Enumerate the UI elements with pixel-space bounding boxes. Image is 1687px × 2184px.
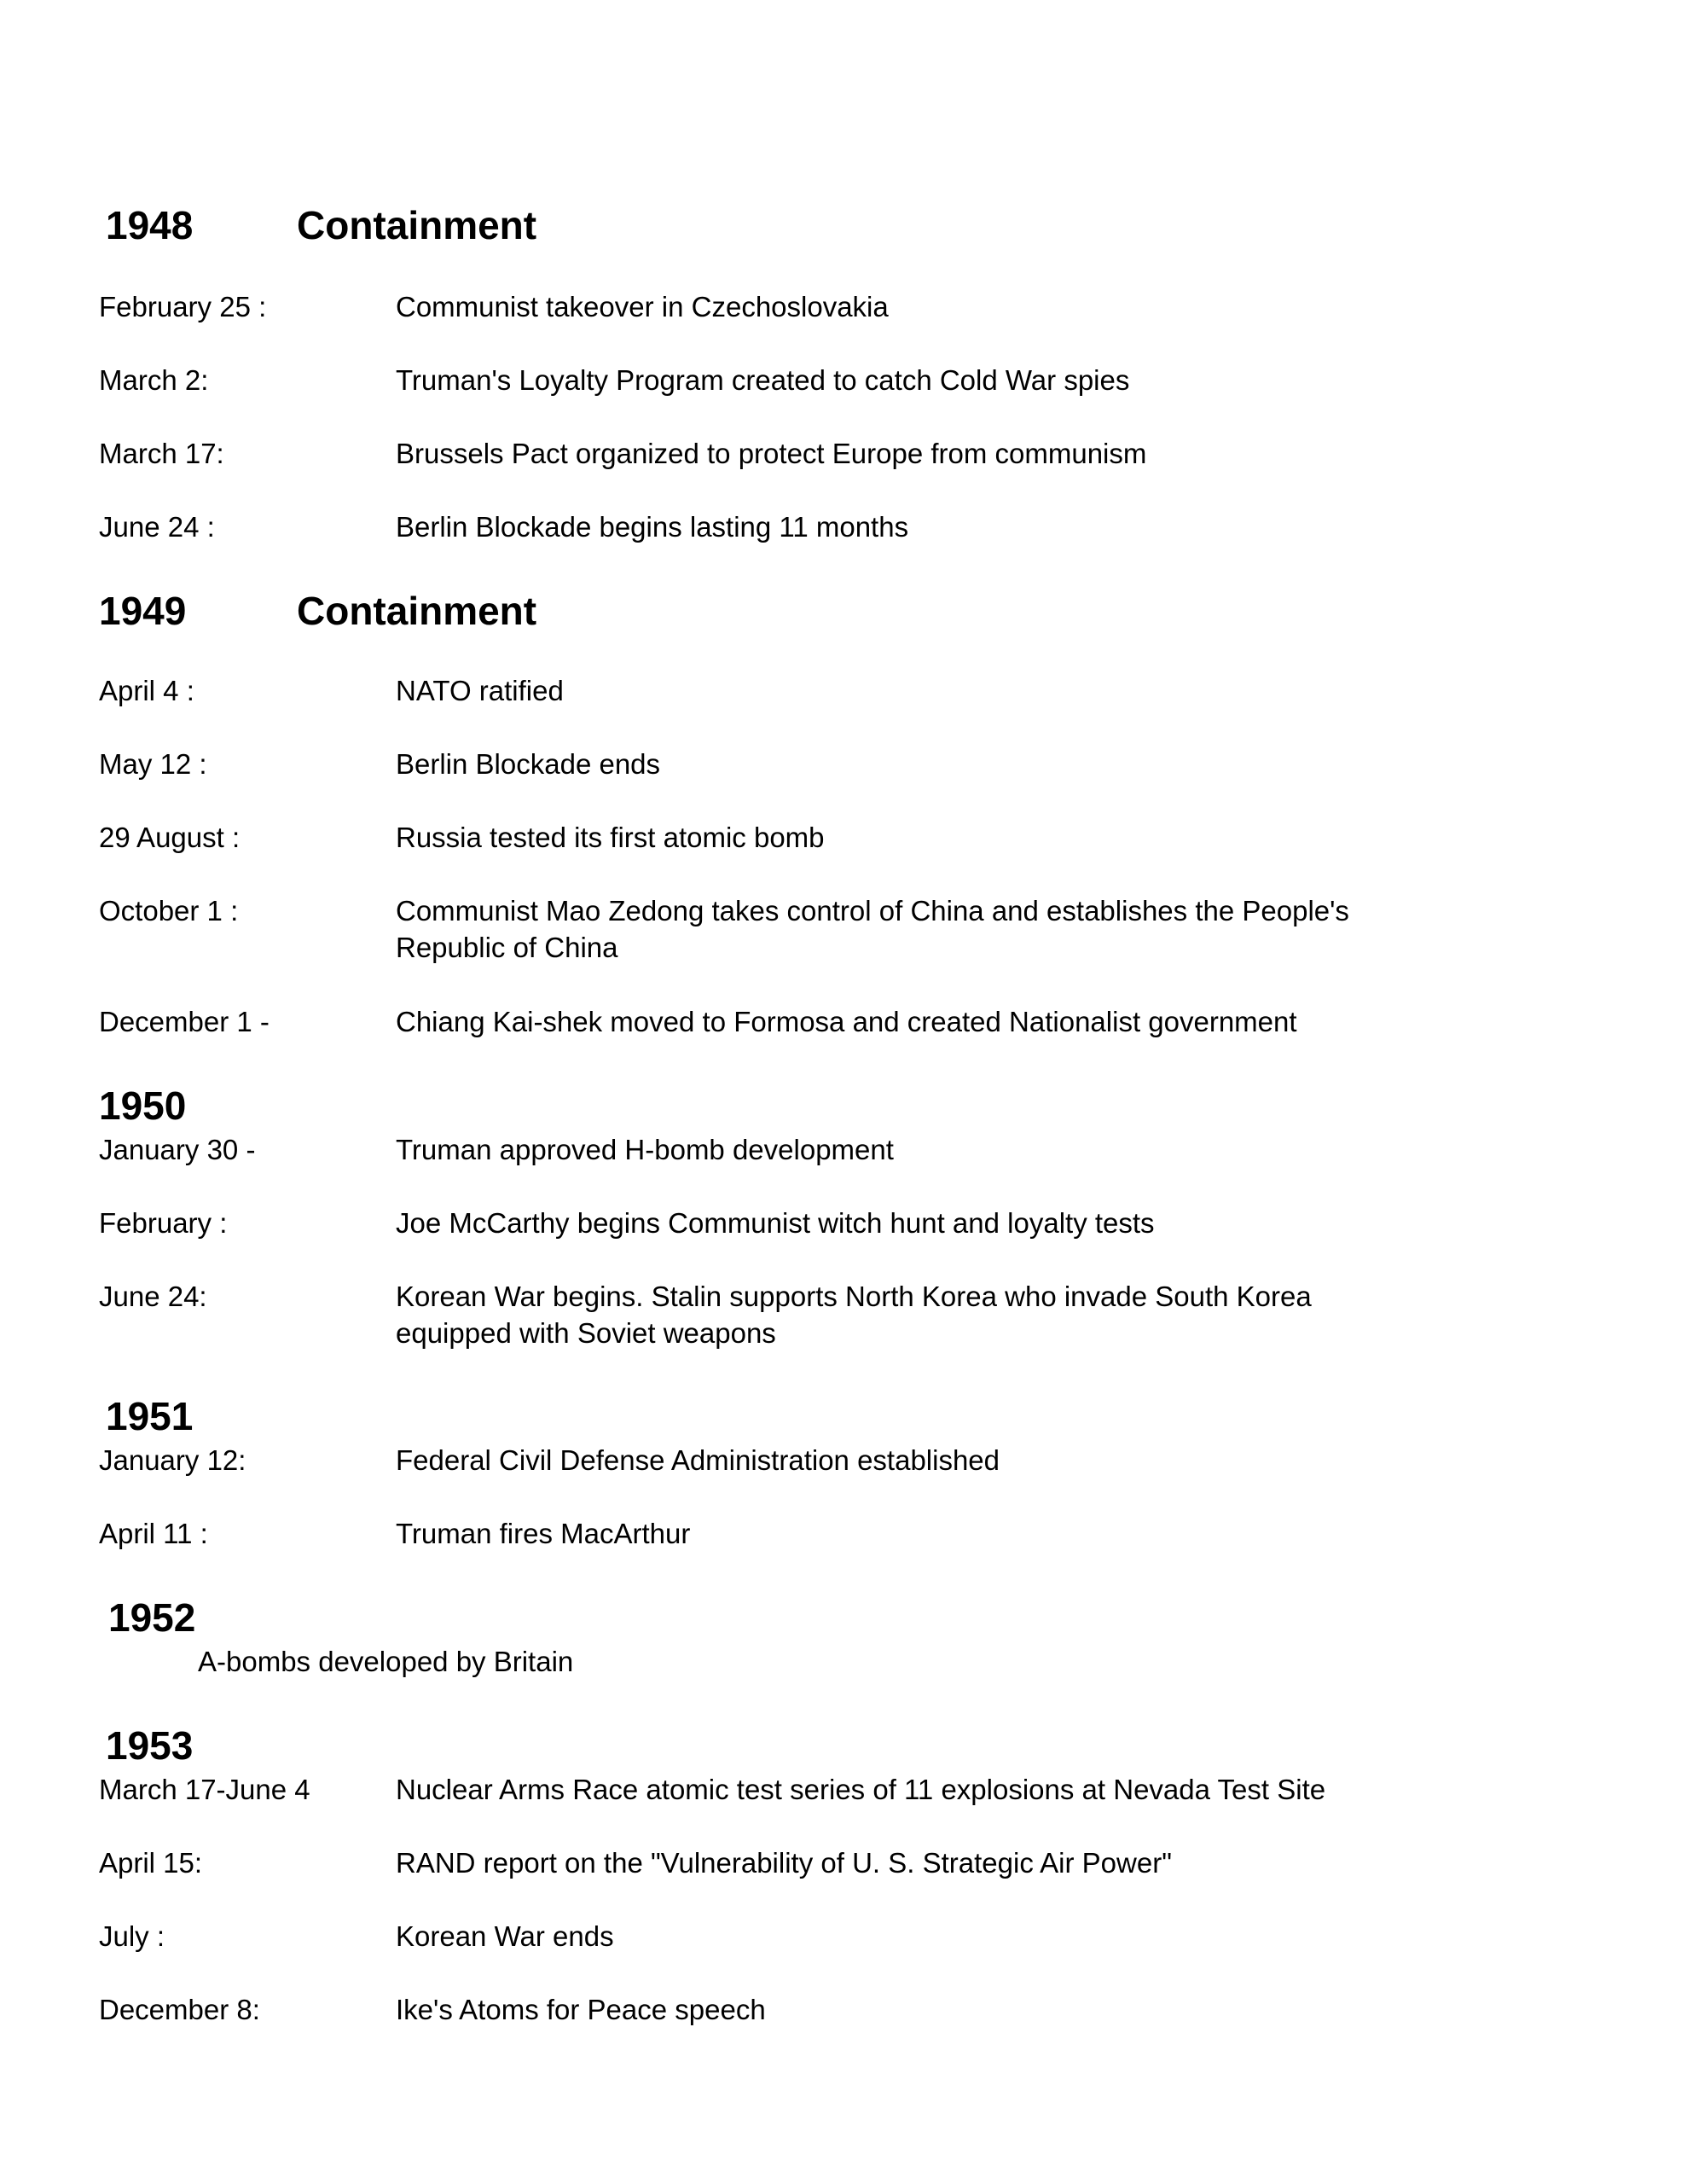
year-heading-1952: 1952 bbox=[108, 1595, 196, 1640]
event-date: April 11 : bbox=[99, 1518, 208, 1549]
event-description: RAND report on the "Vulnerability of U. S. Strategic Air Power" bbox=[396, 1847, 1172, 1879]
event-description: Communist Mao Zedong takes control of China and establishes the People's bbox=[396, 895, 1349, 926]
event-date: June 24: bbox=[99, 1281, 207, 1312]
year-heading-1953: 1953 bbox=[106, 1723, 194, 1768]
event-description: Truman approved H-bomb development bbox=[396, 1134, 894, 1165]
event-date: May 12 : bbox=[99, 748, 207, 780]
event-description-continued: Republic of China bbox=[396, 932, 618, 963]
year-heading-1948: 1948 bbox=[106, 203, 194, 247]
event-date: December 1 - bbox=[99, 1006, 270, 1037]
event-description: Communist takeover in Czechoslovakia bbox=[396, 291, 889, 322]
event-date: March 2: bbox=[99, 364, 209, 396]
event-date: February 25 : bbox=[99, 291, 267, 322]
event-description: Truman's Loyalty Program created to catch Cold War spies bbox=[396, 364, 1130, 396]
event-description: Berlin Blockade begins lasting 11 months bbox=[396, 511, 909, 543]
event-description: Korean War ends bbox=[396, 1920, 614, 1952]
event-description: Berlin Blockade ends bbox=[396, 748, 661, 780]
event-date: January 30 - bbox=[99, 1134, 256, 1165]
event-description: Brussels Pact organized to protect Europe from communism bbox=[396, 438, 1147, 469]
event-date: June 24 : bbox=[99, 511, 215, 543]
event-date: October 1 : bbox=[99, 895, 239, 926]
event-description: Truman fires MacArthur bbox=[396, 1518, 691, 1549]
event-date: March 17-June 4 bbox=[99, 1774, 310, 1805]
section-title-1948: Containment bbox=[297, 203, 537, 247]
event-date: July : bbox=[99, 1920, 165, 1952]
event-description-continued: equipped with Soviet weapons bbox=[396, 1317, 776, 1349]
event-description: NATO ratified bbox=[396, 675, 564, 706]
event-description: Nuclear Arms Race atomic test series of 11 explosions at Nevada Test Site bbox=[396, 1774, 1326, 1805]
event-date: March 17: bbox=[99, 438, 224, 469]
event-date: April 15: bbox=[99, 1847, 203, 1879]
event-description: Joe McCarthy begins Communist witch hunt and loyalty tests bbox=[396, 1207, 1155, 1239]
year-heading-1951: 1951 bbox=[106, 1394, 194, 1438]
event-date: April 4 : bbox=[99, 675, 194, 706]
year-heading-1950: 1950 bbox=[99, 1083, 187, 1128]
event-description: Ike's Atoms for Peace speech bbox=[396, 1994, 766, 2025]
event-description: Russia tested its first atomic bomb bbox=[396, 822, 825, 853]
event-description: Federal Civil Defense Administration established bbox=[396, 1444, 1000, 1476]
event-date: February : bbox=[99, 1207, 228, 1239]
year-heading-1949: 1949 bbox=[99, 589, 187, 633]
event-date: December 8: bbox=[99, 1994, 260, 2025]
year-note: A-bombs developed by Britain bbox=[198, 1646, 574, 1677]
event-date: 29 August : bbox=[99, 822, 241, 853]
section-title-1949: Containment bbox=[297, 589, 537, 633]
event-description: Korean War begins. Stalin supports North Korea who invade South Korea bbox=[396, 1281, 1312, 1312]
event-date: January 12: bbox=[99, 1444, 246, 1476]
event-description: Chiang Kai-shek moved to Formosa and created Nationalist government bbox=[396, 1006, 1297, 1037]
